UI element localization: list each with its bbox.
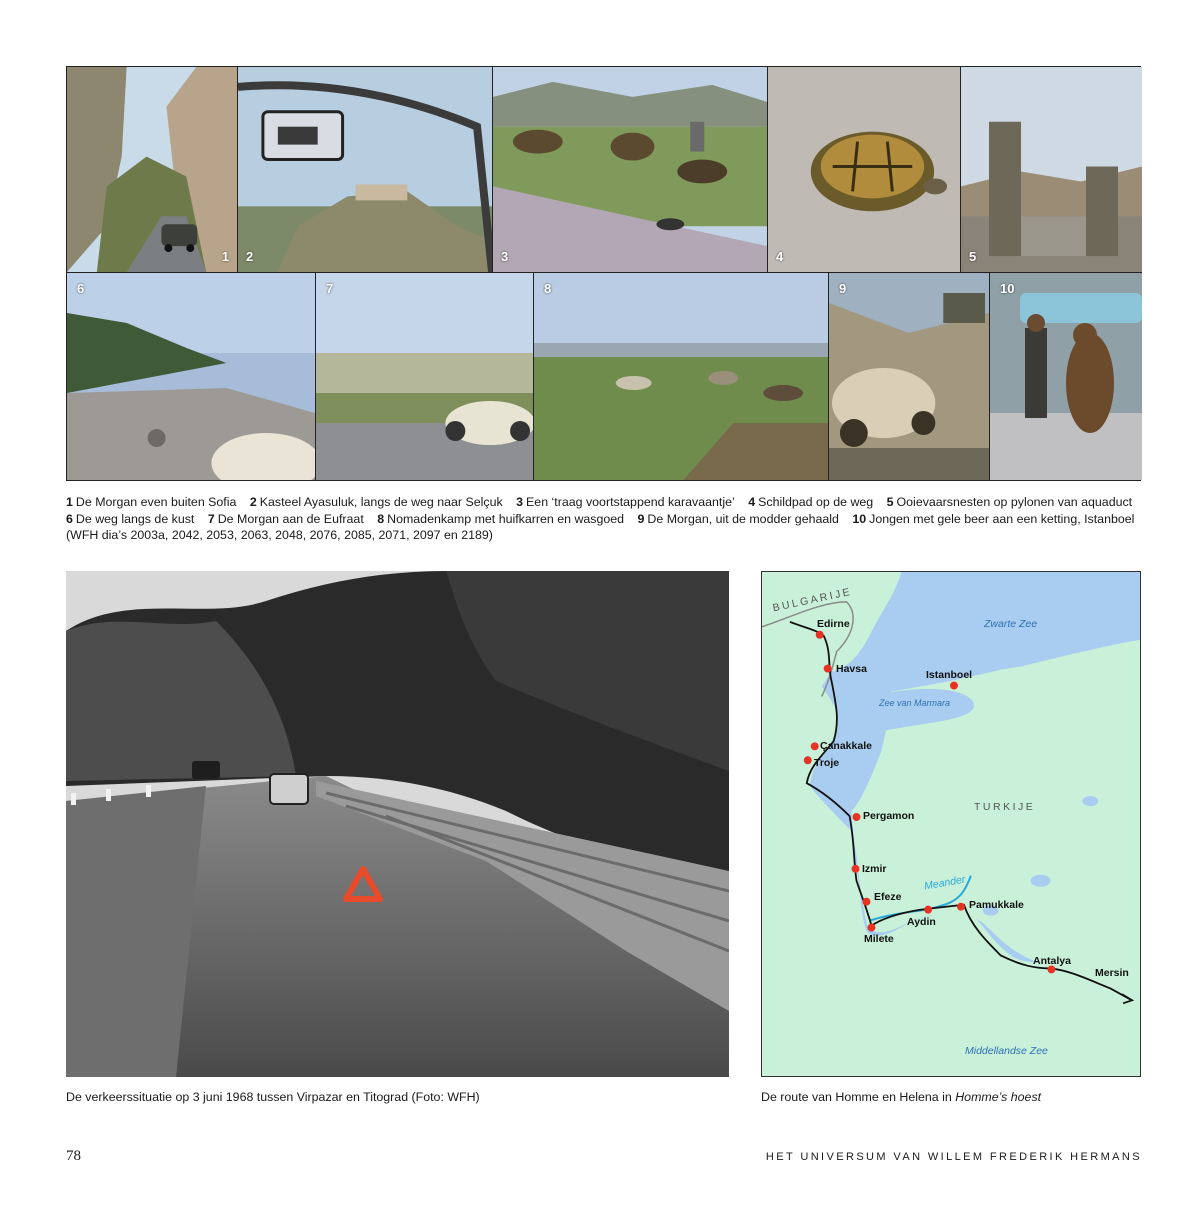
photo-2[interactable] [238, 67, 493, 273]
photo-8[interactable] [534, 273, 829, 480]
city-mersin: Mersin [1095, 967, 1129, 979]
city-pergamon: Pergamon [863, 810, 915, 822]
caption-number: 4 [748, 495, 756, 509]
caption-line-2 [66, 511, 1146, 528]
label-meander-river: Meander [923, 873, 967, 893]
city-antalya: Antalya [1033, 955, 1071, 967]
city-efeze: Efeze [874, 891, 902, 903]
photo-10[interactable] [990, 273, 1142, 480]
caption-text: Ooievaarsnesten op pylonen van aquaduct [896, 495, 1133, 509]
photo-5[interactable] [961, 67, 1142, 273]
photo-3[interactable] [493, 67, 768, 273]
map-caption-book-title: Homme’s hoest [955, 1090, 1042, 1104]
caption-number: 10 [852, 511, 867, 526]
caption-text: De Morgan aan de Eufraat [217, 511, 364, 526]
turkey-map-svg [762, 572, 1140, 1076]
caption-number: 8 [377, 511, 385, 526]
city-canakkale: Çanakkale [820, 740, 872, 752]
photo-number: 2 [246, 249, 254, 264]
page-number: 78 [66, 1148, 81, 1164]
photo-captions [66, 494, 1146, 544]
caption-4 [748, 495, 873, 509]
caption-text: Kasteel Ayasuluk, langs de weg naar Selçuk [259, 495, 503, 509]
boy-bear-image [990, 273, 1142, 480]
caption-number: 9 [637, 511, 645, 526]
caption-6 [66, 512, 194, 526]
caption-3 [516, 495, 735, 509]
city-aydin: Aydin [907, 916, 936, 928]
city-havsa: Havsa [836, 663, 867, 675]
caption-10 [852, 512, 1134, 526]
running-head: HET UNIVERSUM VAN WILLEM FREDERIK HERMANS [765, 1151, 1142, 1163]
photo-number: 7 [326, 281, 334, 296]
photo-number: 5 [969, 249, 977, 264]
photo-number: 3 [501, 249, 509, 264]
caravan-image [493, 67, 767, 272]
label-black-sea: Zwarte Zee [984, 618, 1038, 630]
label-turkey: TURKIJE [974, 801, 1036, 813]
caption-8 [377, 512, 624, 526]
bw-photo-caption: De verkeerssituatie op 3 juni 1968 tussen Virpazar en Titograd (Foto: WFH) [66, 1090, 480, 1104]
castle-windshield-image [238, 67, 492, 272]
caption-number: 3 [516, 495, 524, 509]
bw-road-image [66, 571, 729, 1077]
caption-text: De Morgan even buiten Sofia [75, 495, 237, 509]
city-milete: Milete [864, 933, 894, 945]
label-bulgaria: BULGARIJE [771, 585, 854, 615]
caption-number: 7 [207, 511, 215, 526]
muddy-morgan-image [829, 273, 989, 480]
photo-number: 8 [544, 281, 552, 296]
photo-number: 10 [1000, 281, 1015, 296]
city-edirne: Edirne [817, 618, 850, 630]
caption-text: De Morgan, uit de modder gehaald [647, 511, 839, 526]
city-izmir: Izmir [862, 863, 887, 875]
photo-number: 9 [839, 281, 847, 296]
route-map[interactable] [761, 571, 1141, 1077]
nomad-camp-image [534, 273, 828, 480]
caption-5 [887, 495, 1133, 509]
photo-number: 4 [776, 249, 784, 264]
label-mediterranean: Middellandse Zee [965, 1045, 1048, 1057]
caption-text: Jongen met gele beer aan een ketting, Istanboel [869, 511, 1135, 526]
tortoise-image [768, 67, 960, 272]
aqueduct-pylons-image [961, 67, 1142, 272]
caption-number: 5 [886, 495, 894, 509]
city-pamukkale: Pamukkale [969, 899, 1024, 911]
caption-number: 1 [66, 495, 73, 509]
traffic-photo[interactable] [66, 571, 729, 1077]
label-marmara: Zee van Marmara [879, 698, 951, 708]
photo-7[interactable] [316, 273, 534, 480]
photo-number: 1 [221, 249, 229, 264]
photo-grid [66, 66, 1141, 481]
map-caption-text: De route van Homme en Helena in [761, 1090, 952, 1104]
caption-9 [638, 512, 839, 526]
photo-9[interactable] [829, 273, 990, 480]
caption-number: 2 [249, 495, 257, 509]
caption-1 [66, 495, 236, 509]
caption-source: (WFH dia’s 2003a, 2042, 2053, 2063, 2048, 2076, 2085, 2071, 2097 en 2189) [66, 528, 493, 542]
gorge-road-image [67, 67, 237, 272]
caption-7 [208, 512, 364, 526]
photo-1[interactable] [67, 67, 238, 273]
caption-text: Nomadenkamp met huifkarren en wasgoed [387, 511, 625, 526]
photo-number: 6 [77, 281, 85, 296]
caption-2 [250, 495, 503, 509]
map-caption [761, 1090, 1041, 1104]
caption-line-1 [66, 494, 1146, 511]
caption-text: De weg langs de kust [75, 511, 195, 526]
city-istanboel: Istanboel [926, 669, 973, 681]
coastal-road-image [67, 273, 315, 480]
photo-4[interactable] [768, 67, 961, 273]
caption-text: Schildpad op de weg [758, 495, 874, 509]
caption-number: 6 [66, 511, 73, 526]
photo-6[interactable] [67, 273, 316, 480]
morgan-euphrates-image [316, 273, 533, 480]
city-troje: Troje [814, 757, 840, 769]
caption-text: Een ‘traag voortstappend karavaantje’ [526, 495, 735, 509]
